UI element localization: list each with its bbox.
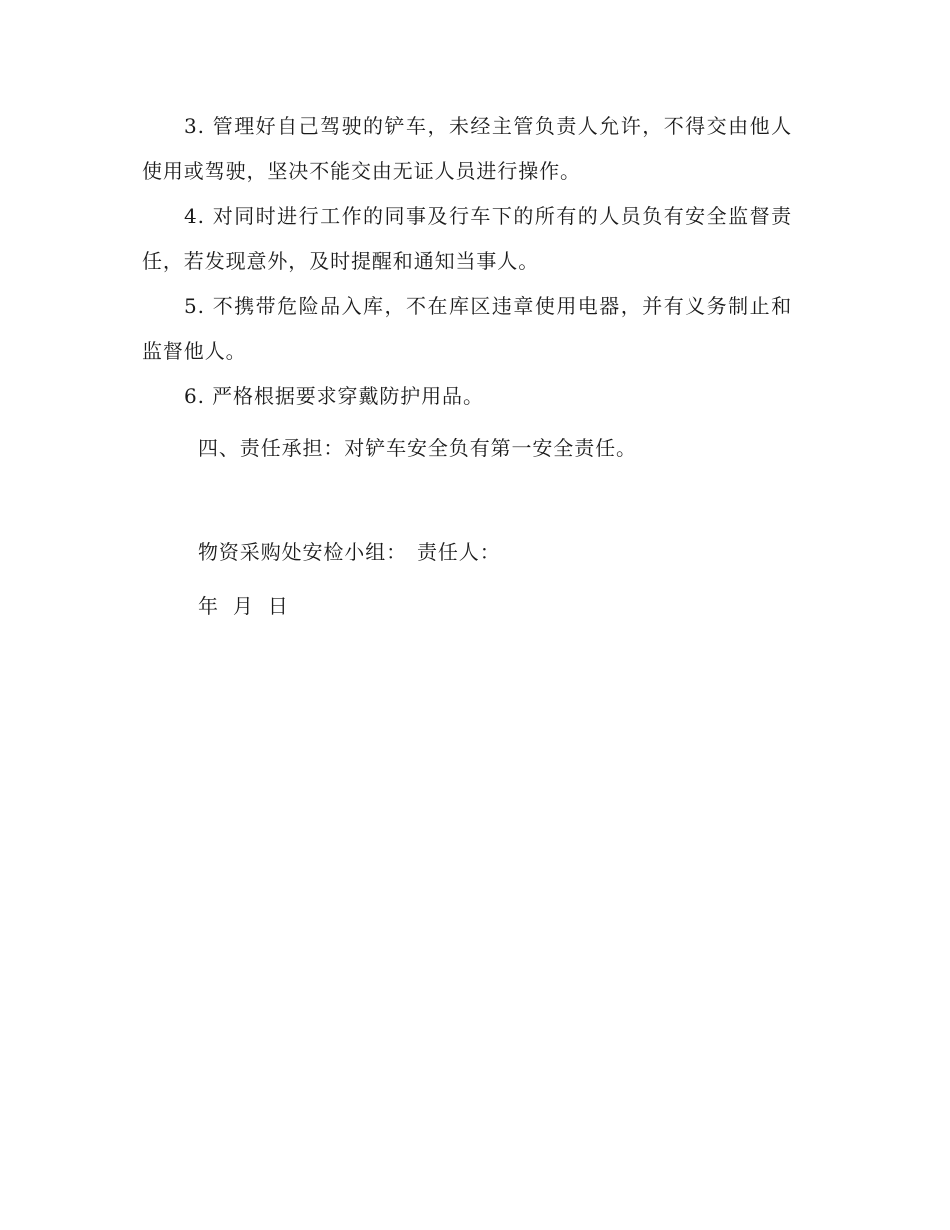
clause-4: 4. 对同时进行工作的同事及行车下的所有的人员负有安全监督责任，若发现意外，及时提醒和通知当事人。 — [142, 204, 792, 273]
clause-6: 6. 严格根据要求穿戴防护用品。 — [184, 384, 484, 408]
date-line — [198, 584, 303, 629]
responsible-person-label: 责任人： — [417, 540, 501, 564]
clause-5: 5. 不携带危险品入库，不在库区违章使用电器，并有义务制止和监督他人。 — [142, 294, 792, 363]
date-day: 日 — [267, 594, 289, 618]
date-year: 年 — [198, 594, 219, 618]
section-responsibility: 四、责任承担：对铲车安全负有第一安全责任。 — [198, 436, 637, 460]
signature-line — [198, 530, 501, 575]
org-signature-label: 物资采购处安检小组： — [198, 540, 407, 564]
date-month: 月 — [232, 594, 254, 618]
clause-3: 3. 管理好自己驾驶的铲车，未经主管负责人允许，不得交由他人使用或驾驶，坚决不能交由无证人员进行操作。 — [142, 114, 792, 183]
